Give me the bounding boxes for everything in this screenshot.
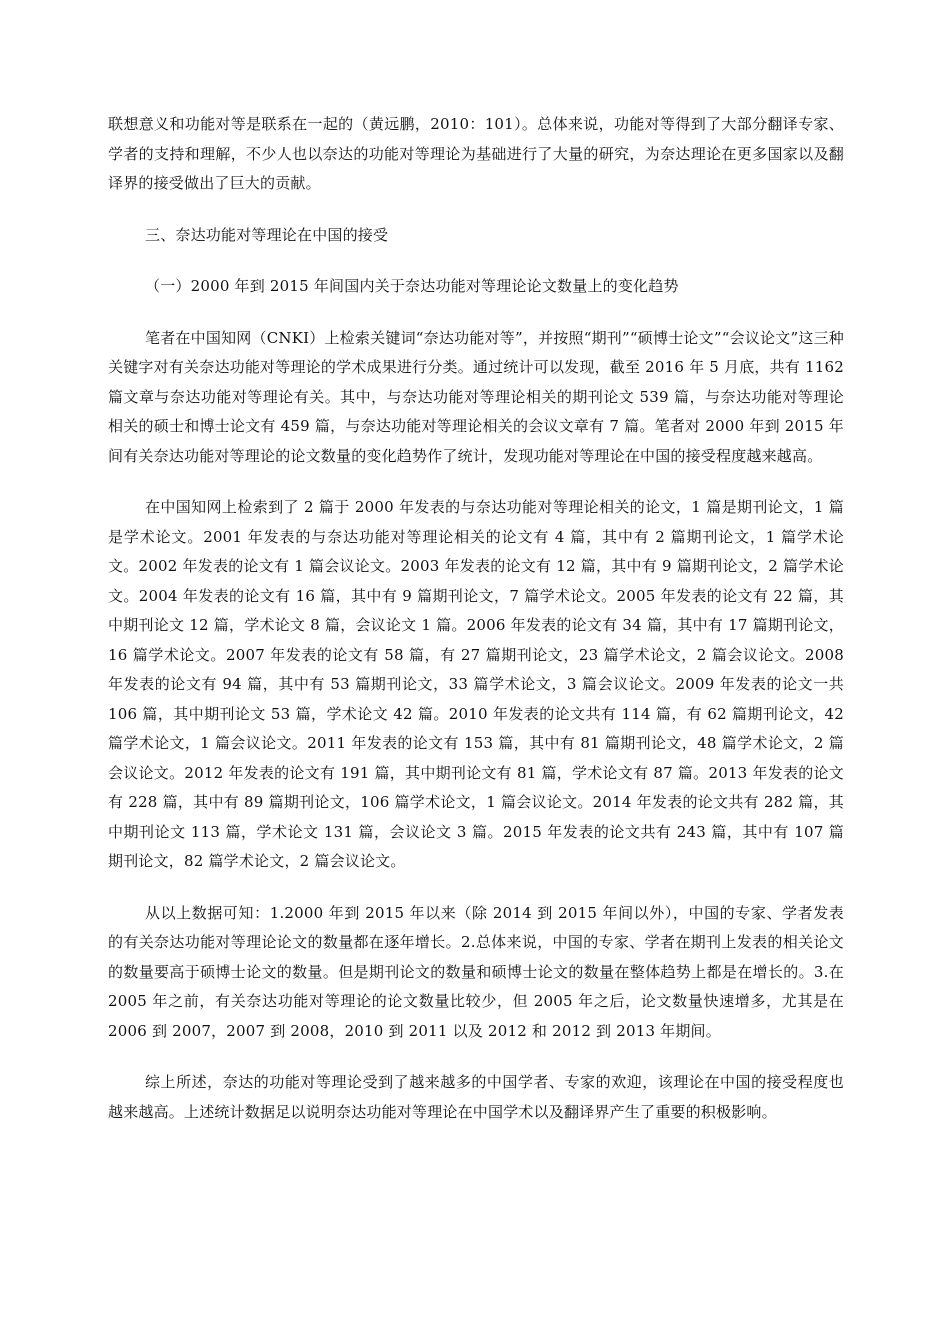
- document-body: [108, 110, 844, 1149]
- paragraph-continuation: 联想意义和功能对等是联系在一起的（黄远鹏，2010：101）。总体来说，功能对等得到了大部分翻译专家、学者的支持和理解，不少人也以奈达的功能对等理论为基础进行了大量的研究，为奈达理论在更多国家以及翻译界的接受做出了巨大的贡献。: [108, 115, 844, 192]
- paragraph-yearly-counts: 在中国知网上检索到了 2 篇于 2000 年发表的与奈达功能对等理论相关的论文，1 篇是期刊论文，1 篇是学术论文。2001 年发表的与奈达功能对等理论相关的论文有 4 篇，其中有 2 篇期刊论文，1 篇学术论文。2002 年发表的论文有 1 篇会议论文。2003 年发表的论文有 12 篇，其中有 9 篇期刊论文，2 篇学术论文。2004 年发表的论文有 16 篇，其中有 9 篇期刊论文，7 篇学术论文。2005 年发表的论文有 22 篇，其中期刊论文 12 篇，学术论文 8 篇，会议论文 1 篇。2006 年发表的论文有 34 篇，其中有 17 篇期刊论文，16 篇学术论文。2007 年发表的论文有 58 篇，有 27 篇期刊论文，23 篇学术论文，2 篇会议论文。2008 年发表的论文有 94 篇，其中有 53 篇期刊论文，33 篇学术论文，3 篇会议论文。2009 年发表的论文一共 106 篇，其中期刊论文 53 篇，学术论文 42 篇。2010 年发表的论文共有 114 篇，有 62 篇期刊论文，42 篇学术论文，1 篇会议论文。2011 年发表的论文有 153 篇，其中有 81 篇期刊论文，48 篇学术论文，2 篇会议论文。2012 年发表的论文有 191 篇，其中期刊论文有 81 篇，学术论文有 87 篇。2013 年发表的论文有 228 篇，其中有 89 篇期刊论文，106 篇学术论文，1 篇会议论文。2014 年发表的论文共有 282 篇，其中期刊论文 113 篇，学术论文 131 篇，会议论文 3 篇。2015 年发表的论文共有 243 篇，其中有 107 篇期刊论文，82 篇学术论文，2 篇会议论文。: [108, 498, 845, 870]
- subsection-heading: （一）2000 年到 2015 年间国内关于奈达功能对等理论论文数量上的变化趋势: [145, 277, 679, 295]
- paragraph-conclusion: 综上所述，奈达的功能对等理论受到了越来越多的中国学者、专家的欢迎，该理论在中国的接受程度也越来越高。上述统计数据足以说明奈达功能对等理论在中国学术以及翻译界产生了重要的积极影响。: [108, 1073, 844, 1121]
- paragraph-findings: 从以上数据可知：1.2000 年到 2015 年以来（除 2014 到 2015 年间以外），中国的专家、学者发表的有关奈达功能对等理论论文的数量都在逐年增长。2.总体来说，中国的专家、学者在期刊上发表的相关论文的数量要高于硕博士论文的数量。但是期刊论文的数量和硕博士论文的数量在整体趋势上都是在增长的。3.在 2005 年之前，有关奈达功能对等理论的论文数量比较少，但 2005 年之后，论文数量快速增多，尤其是在 2006 到 2007，2007 到 2008，2010 到 2011 以及 2012 和 2012 到 2013 年期间。: [108, 903, 844, 1040]
- section-heading: 三、奈达功能对等理论在中国的接受: [145, 225, 389, 244]
- paragraph-cnki-search: 笔者在中国知网（CNKI）上检索关键词“奈达功能对等”，并按照“期刊”“硕博士论文”“会议论文”这三种关键字对有关奈达功能对等理论的学术成果进行分类。通过统计可以发现，截至 2016 年 5 月底，共有 1162 篇文章与奈达功能对等理论有关。其中，与奈达功能对等理论相关的期刊论文 539 篇，与奈达功能对等理论相关的硕士和博士论文有 459 篇，与奈达功能对等理论相关的会议文章有 7 篇。笔者对 2000 年到 2015 年间有关奈达功能对等理论的论文数量的变化趋势作了统计，发现功能对等理论在中国的接受程度越来越高。: [108, 328, 844, 465]
